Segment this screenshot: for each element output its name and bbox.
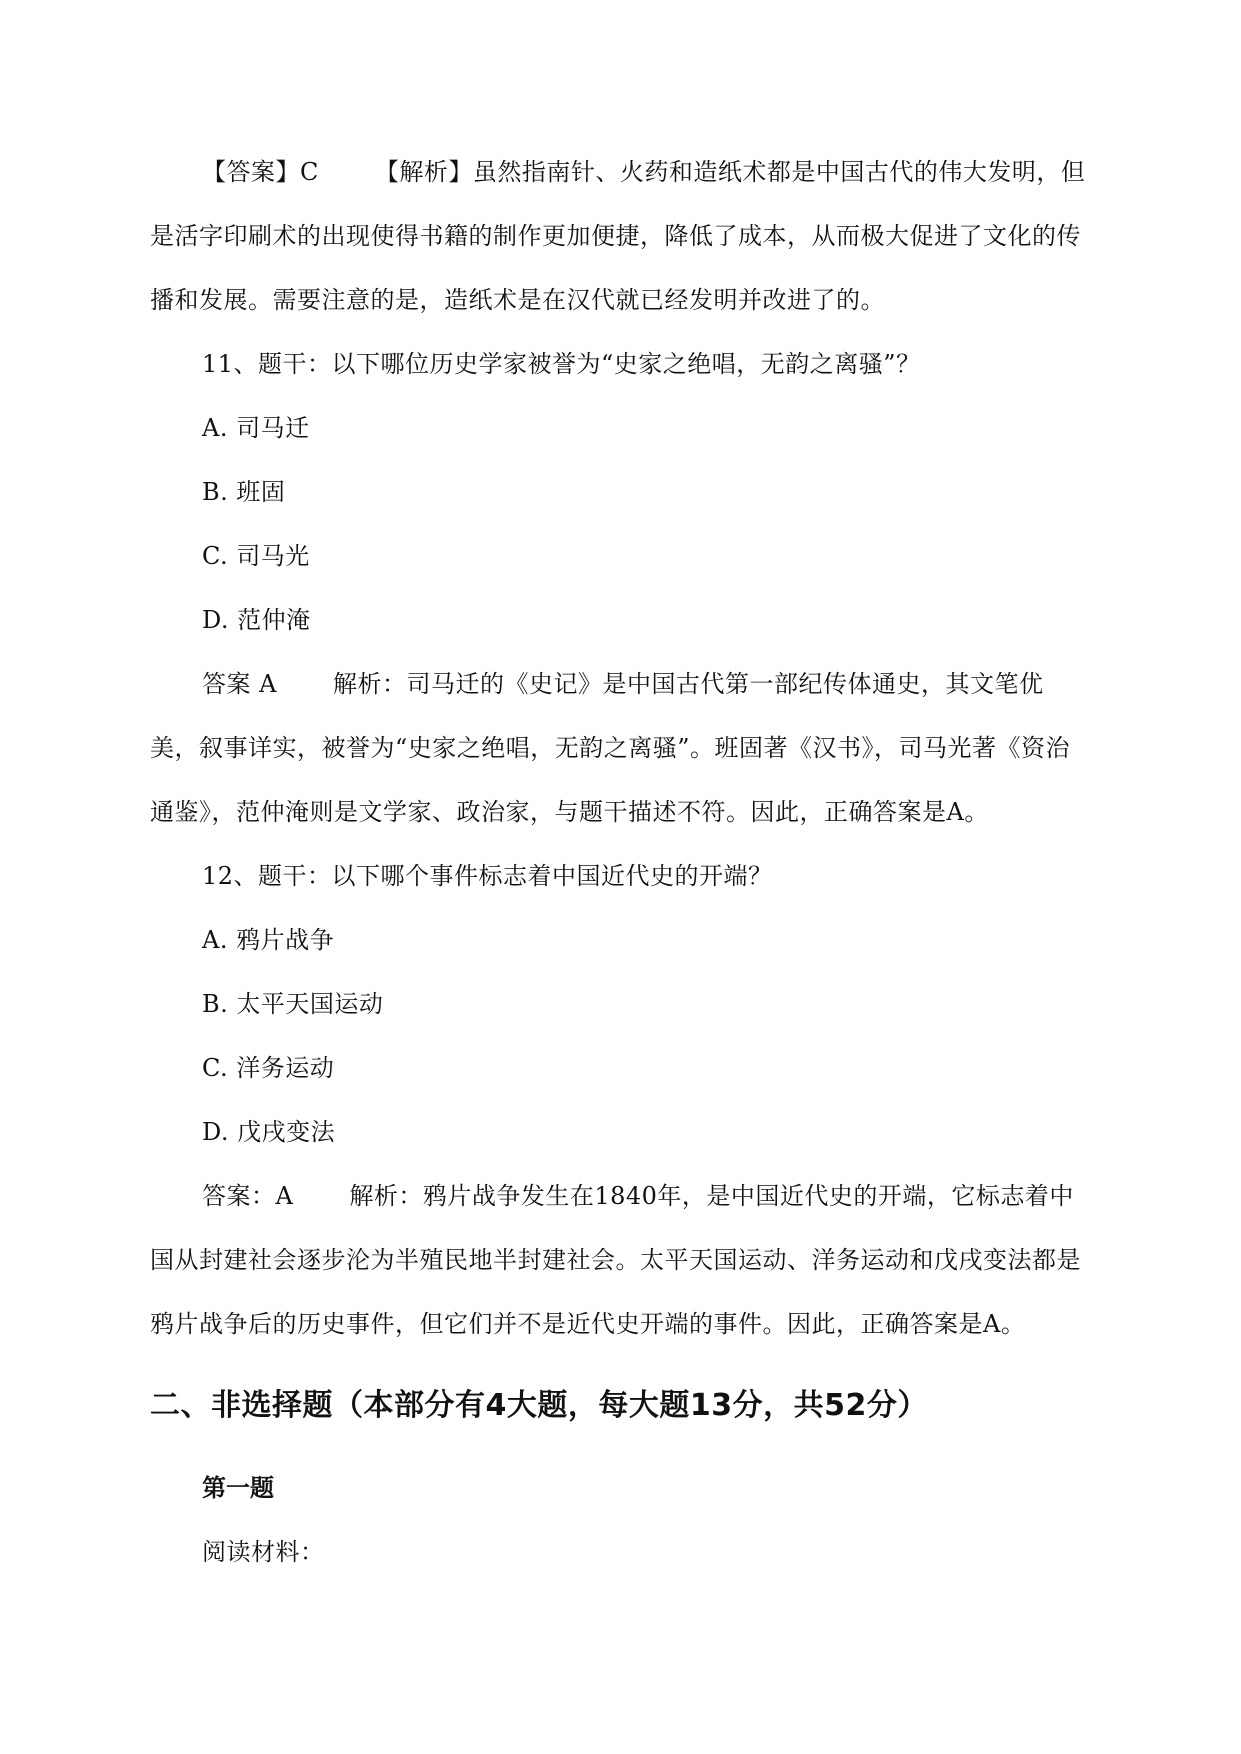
prev-explanation-text: 【解析】虽然指南针、火药和造纸术都是中国古代的伟大发明，但是活字印刷术的出现使得书籍的制作更加便捷，降低了成本，从而极大促进了文化的传播和发展。需要注意的是，造纸术是在汉代就已经发明并改进了的。 <box>150 158 1086 314</box>
prev-answer-paragraph <box>150 140 1090 332</box>
q11-option-b: B. 班固 <box>202 478 286 506</box>
reading-material-label: 阅读材料： <box>202 1538 325 1566</box>
subsection-heading: 第一题 <box>202 1474 274 1502</box>
q11-option-d: D. 范仲淹 <box>202 606 311 634</box>
q11-explanation-text: 解析：司马迁的《史记》是中国古代第一部纪传体通史，其文笔优美，叙事详实，被誉为“史家之绝唱，无韵之离骚”。班固著《汉书》，司马光著《资治通鉴》，范仲淹则是文学家、政治家，与题干描述不符。因此，正确答案是A。 <box>150 670 1071 826</box>
q11-option-a: A. 司马迁 <box>202 414 310 442</box>
q12-explanation-text: 解析：鸦片战争发生在1840年，是中国近代史的开端，它标志着中国从封建社会逐步沦为半殖民地半封建社会。太平天国运动、洋务运动和戊戌变法都是鸦片战争后的历史事件，但它们并不是近代史开端的事件。因此，正确答案是A。 <box>150 1182 1081 1338</box>
q12-answer-label: 答案：A <box>202 1182 294 1210</box>
q11-answer-label: 答案 A <box>202 670 277 698</box>
q12-stem: 12、题干：以下哪个事件标志着中国近代史的开端？ <box>202 862 773 890</box>
q12-option-c: C. 洋务运动 <box>202 1054 335 1082</box>
prev-answer-label: 【答案】C <box>202 158 319 186</box>
q12-answer-paragraph <box>150 1164 1090 1356</box>
section-heading: 二、非选择题（本部分有4大题，每大题13分，共52分） <box>150 1388 928 1423</box>
q12-option-d: D. 戊戌变法 <box>202 1118 336 1146</box>
q11-stem: 11、题干：以下哪位历史学家被誉为“史家之绝唱，无韵之离骚”？ <box>202 350 921 378</box>
q11-option-c: C. 司马光 <box>202 542 310 570</box>
q11-answer-paragraph <box>150 652 1090 844</box>
q12-option-a: A. 鸦片战争 <box>202 926 335 954</box>
page-content <box>150 140 1090 1584</box>
q12-option-b: B. 太平天国运动 <box>202 990 384 1018</box>
